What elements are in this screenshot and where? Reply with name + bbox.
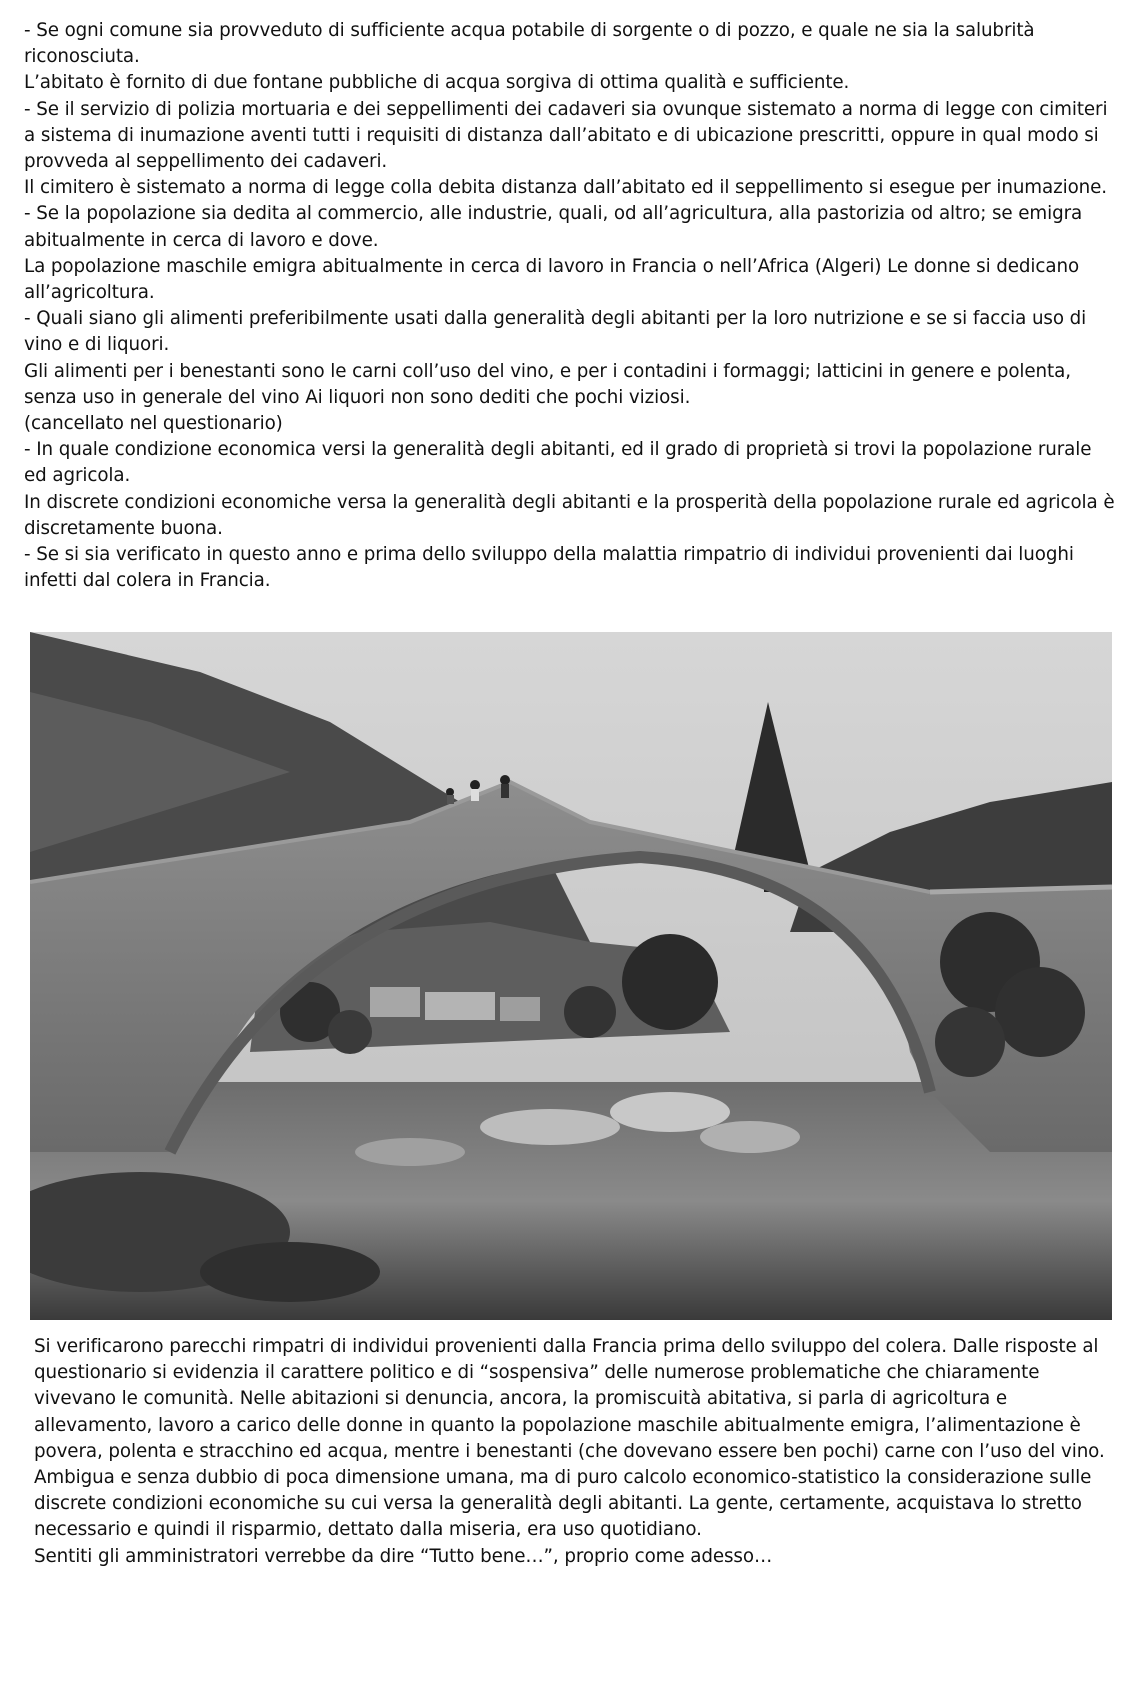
answer-2: Il cimitero è sistemato a norma di legge colla debita distanza dall’abitato ed il seppellimento si esegue per inumazione. xyxy=(24,177,1108,199)
commentary-text xyxy=(34,1334,1124,1570)
answer-4: Gli alimenti per i benestanti sono le carni coll’uso del vino, e per i contadini i formaggi; latticini in genere e polenta, senza uso in generale del vino Ai liquori non sono dediti che pochi viziosi. xyxy=(24,360,1071,408)
question-2: - Se il servizio di polizia mortuaria e dei seppellimenti dei cadaveri sia ovunque sistemato a norma di legge con cimiteri a sistema di inumazione aventi tutti i requisiti di distanza dall’abitato e di ubicazione prescritti, oppure in qual modo si provveda al seppellimento dei cadaveri. xyxy=(24,98,1108,173)
question-4: - Quali siano gli alimenti preferibilmente usati dalla generalità degli abitanti per la loro nutrizione e se si faccia uso di vino e di liquori. xyxy=(24,308,1087,356)
answer-5: In discrete condizioni economiche versa la generalità degli abitanti e la prosperità della popolazione rurale ed agricola è discretamente buona. xyxy=(24,491,1115,539)
commentary-paragraph: Si verificarono parecchi rimpatri di individui provenienti dalla Francia prima dello sviluppo del colera. Dalle risposte al questionario si evidenzia il carattere politico e di “sospensiva” delle numerose problematiche che chiaramente vivevano le comunità. Nelle abitazioni si denuncia, ancora, la promiscuità abitativa, si parla di agricoltura e allevamento, lavoro a carico delle donne in quanto la popolazione maschile abitualmente emigra, l’alimentazione è povera, polenta e stracchino ed acqua, mentre i benestanti (che dovevano essere ben pochi) carne con l’uso del vino. Ambigua e senza dubbio di poca dimensione umana, ma di puro calcolo economico-statistico la considerazione sulle discrete condizioni economiche su cui versa la generalità degli abitanti. La gente, certamente, acquistava lo stretto necessario e quindi il risparmio, dettato dalla miseria, era uso quotidiano. xyxy=(34,1336,1105,1541)
answer-3: La popolazione maschile emigra abitualmente in cerca di lavoro in Francia o nell’Africa (Algeri) Le donne si dedicano all’agricoltura. xyxy=(24,255,1080,304)
bridge-photo xyxy=(30,632,1112,1320)
question-3: - Se la popolazione sia dedita al commercio, alle industrie, quali, od all’agricultura, alla pastorizia od altro; se emigra abitualmente in cerca di lavoro e dove. xyxy=(24,203,1083,251)
commentary-closing: Sentiti gli amministratori verrebbe da dire “Tutto bene…”, proprio come adesso… xyxy=(34,1545,773,1567)
bridge-photo-drawing xyxy=(30,632,1112,1320)
question-6: - Se si sia verificato in questo anno e prima dello sviluppo della malattia rimpatrio di individui provenienti dai luoghi infetti dal colera in Francia. xyxy=(24,544,1074,592)
note-cancelled: (cancellato nel questionario) xyxy=(24,413,283,435)
question-1: - Se ogni comune sia provveduto di sufficiente acqua potabile di sorgente o di pozzo, e quale ne sia la salubrità riconosciuta. xyxy=(24,20,1035,68)
answer-1: L’abitato è fornito di due fontane pubbliche di acqua sorgiva di ottima qualità e sufficiente. xyxy=(24,72,850,94)
question-5: - In quale condizione economica versi la generalità degli abitanti, ed il grado di proprietà si trovi la popolazione rurale ed agricola. xyxy=(24,439,1092,487)
questionnaire-text xyxy=(24,18,1119,594)
